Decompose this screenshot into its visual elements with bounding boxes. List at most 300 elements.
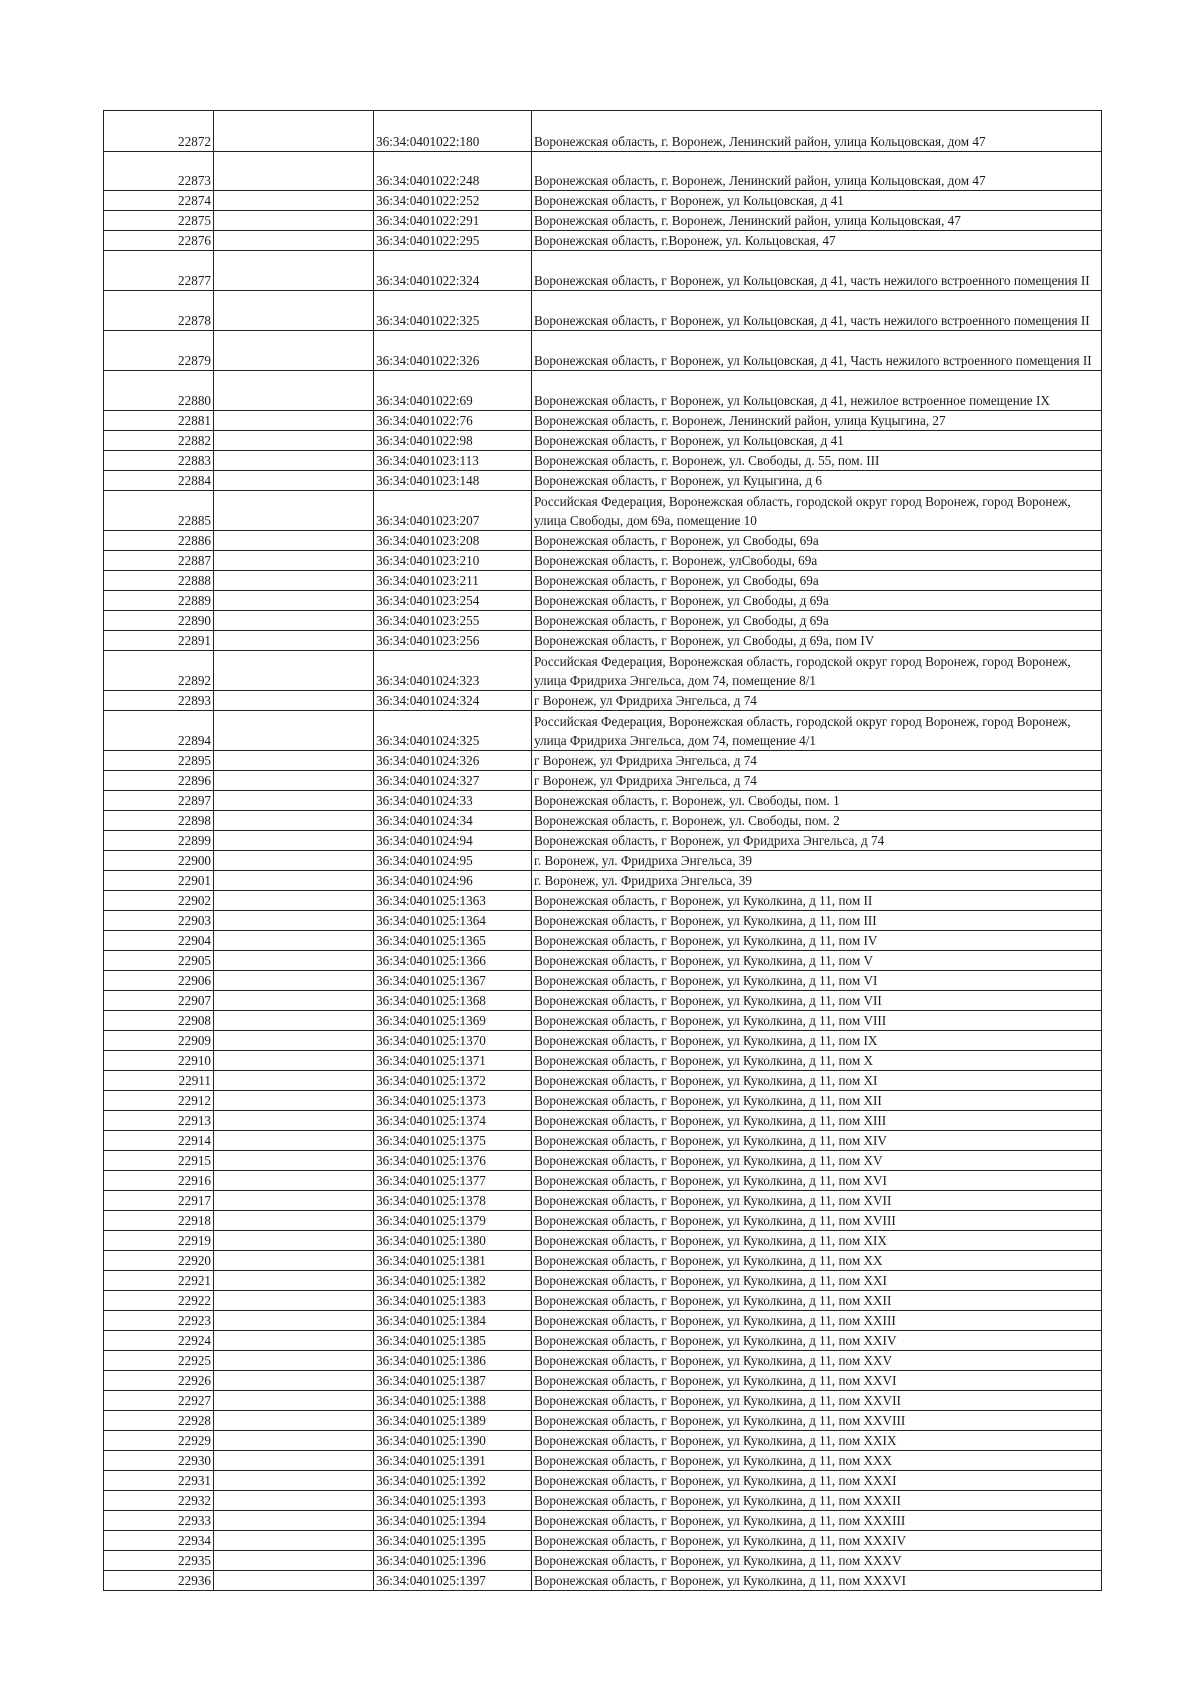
address-cell: Воронежская область, г Воронеж, ул Куколкина, д 11, пом V: [532, 951, 1102, 971]
row-number-cell: 22900: [104, 851, 214, 871]
row-number-cell: 22888: [104, 571, 214, 591]
empty-cell: [214, 1231, 374, 1251]
empty-cell: [214, 631, 374, 651]
empty-cell: [214, 1551, 374, 1571]
table-row: [104, 1191, 1102, 1211]
empty-cell: [214, 211, 374, 231]
row-number-cell: 22925: [104, 1351, 214, 1371]
row-number-cell: 22884: [104, 471, 214, 491]
cadastral-number-cell: 36:34:0401025:1378: [374, 1191, 532, 1211]
cadastral-number-cell: 36:34:0401023:210: [374, 551, 532, 571]
row-number-cell: 22873: [104, 152, 214, 191]
address-cell: Воронежская область, г Воронеж, ул Куколкина, д 11, пом XII: [532, 1091, 1102, 1111]
address-cell: Российская Федерация, Воронежская область, городской округ город Воронеж, город Воронеж, улица Фридриха Энгельса, дом 74, помещение 4/1: [532, 711, 1102, 751]
cadastral-number-cell: 36:34:0401024:96: [374, 871, 532, 891]
cadastral-number-cell: 36:34:0401024:324: [374, 691, 532, 711]
cadastral-number-cell: 36:34:0401025:1390: [374, 1431, 532, 1451]
row-number-cell: 22916: [104, 1171, 214, 1191]
empty-cell: [214, 771, 374, 791]
table-row: [104, 1511, 1102, 1531]
cadastral-number-cell: 36:34:0401025:1368: [374, 991, 532, 1011]
table-row: [104, 1331, 1102, 1351]
table-row: [104, 571, 1102, 591]
address-cell: Воронежская область, г.Воронеж, ул. Кольцовская, 47: [532, 231, 1102, 251]
empty-cell: [214, 791, 374, 811]
cadastral-number-cell: 36:34:0401025:1363: [374, 891, 532, 911]
empty-cell: [214, 1571, 374, 1591]
cadastral-number-cell: 36:34:0401024:94: [374, 831, 532, 851]
row-number-cell: 22875: [104, 211, 214, 231]
address-cell: Воронежская область, г Воронеж, ул Куколкина, д 11, пом XXXIII: [532, 1511, 1102, 1531]
table-row: [104, 1551, 1102, 1571]
cadastral-number-cell: 36:34:0401024:326: [374, 751, 532, 771]
cadastral-number-cell: 36:34:0401022:324: [374, 251, 532, 291]
empty-cell: [214, 191, 374, 211]
row-number-cell: 22894: [104, 711, 214, 751]
address-cell: Воронежская область, г Воронеж, ул Куколкина, д 11, пом VI: [532, 971, 1102, 991]
row-number-cell: 22921: [104, 1271, 214, 1291]
empty-cell: [214, 1051, 374, 1071]
cadastral-number-cell: 36:34:0401025:1393: [374, 1491, 532, 1511]
table-row: [104, 1111, 1102, 1131]
empty-cell: [214, 1271, 374, 1291]
row-number-cell: 22902: [104, 891, 214, 911]
address-cell: Воронежская область, г Воронеж, ул Куколкина, д 11, пом XXIV: [532, 1331, 1102, 1351]
cadastral-number-cell: 36:34:0401025:1370: [374, 1031, 532, 1051]
table-row: [104, 1031, 1102, 1051]
table-row: [104, 1351, 1102, 1371]
table-row: [104, 911, 1102, 931]
row-number-cell: 22879: [104, 331, 214, 371]
address-cell: Воронежская область, г Воронеж, ул Куколкина, д 11, пом XIII: [532, 1111, 1102, 1131]
table-row: [104, 1291, 1102, 1311]
cadastral-number-cell: 36:34:0401022:326: [374, 331, 532, 371]
table-row: [104, 491, 1102, 531]
table-row: [104, 431, 1102, 451]
empty-cell: [214, 871, 374, 891]
row-number-cell: 22886: [104, 531, 214, 551]
row-number-cell: 22899: [104, 831, 214, 851]
table-row: [104, 1431, 1102, 1451]
address-cell: Воронежская область, г Воронеж, ул Куколкина, д 11, пом XI: [532, 1071, 1102, 1091]
empty-cell: [214, 1471, 374, 1491]
address-cell: Воронежская область, г Воронеж, ул Куколкина, д 11, пом III: [532, 911, 1102, 931]
row-number-cell: 22872: [104, 111, 214, 152]
row-number-cell: 22919: [104, 1231, 214, 1251]
cadastral-number-cell: 36:34:0401023:113: [374, 451, 532, 471]
table-row: [104, 1531, 1102, 1551]
row-number-cell: 22932: [104, 1491, 214, 1511]
cadastral-number-cell: 36:34:0401025:1383: [374, 1291, 532, 1311]
row-number-cell: 22898: [104, 811, 214, 831]
empty-cell: [214, 471, 374, 491]
table-row: [104, 971, 1102, 991]
row-number-cell: 22914: [104, 1131, 214, 1151]
cadastral-number-cell: 36:34:0401022:69: [374, 371, 532, 411]
table-row: [104, 551, 1102, 571]
empty-cell: [214, 1431, 374, 1451]
empty-cell: [214, 491, 374, 531]
cadastral-number-cell: 36:34:0401025:1386: [374, 1351, 532, 1371]
address-cell: Воронежская область, г Воронеж, ул Кольцовская, д 41, нежилое встроенное помещение IX: [532, 371, 1102, 411]
table-row: [104, 1011, 1102, 1031]
table-row: [104, 1491, 1102, 1511]
address-cell: Воронежская область, г Воронеж, ул Кольцовская, д 41, часть нежилого встроенного помещения II: [532, 291, 1102, 331]
cadastral-number-cell: 36:34:0401024:33: [374, 791, 532, 811]
empty-cell: [214, 251, 374, 291]
row-number-cell: 22889: [104, 591, 214, 611]
row-number-cell: 22922: [104, 1291, 214, 1311]
address-cell: Воронежская область, г Воронеж, ул Куцыгина, д 6: [532, 471, 1102, 491]
row-number-cell: 22934: [104, 1531, 214, 1551]
empty-cell: [214, 1011, 374, 1031]
empty-cell: [214, 651, 374, 691]
address-cell: Воронежская область, г Воронеж, ул Куколкина, д 11, пом XXXVI: [532, 1571, 1102, 1591]
address-cell: Воронежская область, г Воронеж, ул Свободы, д 69а, пом IV: [532, 631, 1102, 651]
cadastral-number-cell: 36:34:0401022:98: [374, 431, 532, 451]
cadastral-number-cell: 36:34:0401025:1381: [374, 1251, 532, 1271]
address-cell: Воронежская область, г Воронеж, ул Куколкина, д 11, пом IV: [532, 931, 1102, 951]
address-cell: Воронежская область, г. Воронеж, Ленинский район, улица Куцыгина, 27: [532, 411, 1102, 431]
table-row: [104, 1131, 1102, 1151]
empty-cell: [214, 891, 374, 911]
address-cell: Воронежская область, г Воронеж, ул Кольцовская, д 41, часть нежилого встроенного помещения II: [532, 251, 1102, 291]
row-number-cell: 22903: [104, 911, 214, 931]
address-cell: Российская Федерация, Воронежская область, городской округ город Воронеж, город Воронеж, улица Фридриха Энгельса, дом 74, помещение 8/1: [532, 651, 1102, 691]
row-number-cell: 22883: [104, 451, 214, 471]
address-cell: г Воронеж, ул Фридриха Энгельса, д 74: [532, 771, 1102, 791]
empty-cell: [214, 411, 374, 431]
table-row: [104, 751, 1102, 771]
address-cell: Воронежская область, г Воронеж, ул Куколкина, д 11, пом XXXI: [532, 1471, 1102, 1491]
address-cell: Воронежская область, г Воронеж, ул Куколкина, д 11, пом XIX: [532, 1231, 1102, 1251]
address-cell: Воронежская область, г Воронеж, ул Свободы, 69а: [532, 531, 1102, 551]
row-number-cell: 22918: [104, 1211, 214, 1231]
empty-cell: [214, 1091, 374, 1111]
table-row: [104, 1231, 1102, 1251]
address-cell: Воронежская область, г Воронеж, ул Куколкина, д 11, пом XIV: [532, 1131, 1102, 1151]
cadastral-number-cell: 36:34:0401025:1371: [374, 1051, 532, 1071]
table-row: [104, 152, 1102, 191]
cadastral-number-cell: 36:34:0401024:325: [374, 711, 532, 751]
row-number-cell: 22895: [104, 751, 214, 771]
row-number-cell: 22915: [104, 1151, 214, 1171]
cadastral-number-cell: 36:34:0401024:323: [374, 651, 532, 691]
empty-cell: [214, 371, 374, 411]
address-cell: Воронежская область, г. Воронеж, ул. Свободы, пом. 2: [532, 811, 1102, 831]
table-row: [104, 651, 1102, 691]
address-cell: Воронежская область, г Воронеж, ул Куколкина, д 11, пом XXVI: [532, 1371, 1102, 1391]
empty-cell: [214, 1391, 374, 1411]
table-row: [104, 1451, 1102, 1471]
cadastral-number-cell: 36:34:0401025:1367: [374, 971, 532, 991]
address-cell: Воронежская область, г Воронеж, ул Фридриха Энгельса, д 74: [532, 831, 1102, 851]
address-cell: Воронежская область, г Воронеж, ул Куколкина, д 11, пом VIII: [532, 1011, 1102, 1031]
empty-cell: [214, 1191, 374, 1211]
address-cell: Воронежская область, г. Воронеж, Ленинский район, улица Кольцовская, дом 47: [532, 152, 1102, 191]
empty-cell: [214, 971, 374, 991]
cadastral-number-cell: 36:34:0401025:1379: [374, 1211, 532, 1231]
table-row: [104, 851, 1102, 871]
address-cell: Воронежская область, г. Воронеж, Ленинский район, улица Кольцовская, дом 47: [532, 111, 1102, 152]
cadastral-number-cell: 36:34:0401025:1366: [374, 951, 532, 971]
cadastral-number-cell: 36:34:0401023:207: [374, 491, 532, 531]
address-cell: Воронежская область, г Воронеж, ул Свободы, д 69а: [532, 611, 1102, 631]
row-number-cell: 22890: [104, 611, 214, 631]
table-row: [104, 871, 1102, 891]
row-number-cell: 22913: [104, 1111, 214, 1131]
row-number-cell: 22911: [104, 1071, 214, 1091]
cadastral-number-cell: 36:34:0401024:327: [374, 771, 532, 791]
table-row: [104, 991, 1102, 1011]
table-row: [104, 411, 1102, 431]
row-number-cell: 22906: [104, 971, 214, 991]
cadastral-number-cell: 36:34:0401022:76: [374, 411, 532, 431]
row-number-cell: 22877: [104, 251, 214, 291]
row-number-cell: 22887: [104, 551, 214, 571]
cadastral-number-cell: 36:34:0401022:248: [374, 152, 532, 191]
cadastral-number-cell: 36:34:0401024:95: [374, 851, 532, 871]
table-row: [104, 891, 1102, 911]
cadastral-number-cell: 36:34:0401022:325: [374, 291, 532, 331]
address-cell: г. Воронеж, ул. Фридриха Энгельса, 39: [532, 851, 1102, 871]
empty-cell: [214, 111, 374, 152]
empty-cell: [214, 1151, 374, 1171]
row-number-cell: 22920: [104, 1251, 214, 1271]
empty-cell: [214, 1031, 374, 1051]
row-number-cell: 22910: [104, 1051, 214, 1071]
cadastral-number-cell: 36:34:0401023:208: [374, 531, 532, 551]
table-row: [104, 811, 1102, 831]
row-number-cell: 22896: [104, 771, 214, 791]
row-number-cell: 22880: [104, 371, 214, 411]
table-row: [104, 1271, 1102, 1291]
address-cell: Воронежская область, г Воронеж, ул Куколкина, д 11, пом XXXII: [532, 1491, 1102, 1511]
address-cell: Воронежская область, г. Воронеж, Ленинский район, улица Кольцовская, 47: [532, 211, 1102, 231]
address-cell: г. Воронеж, ул. Фридриха Энгельса, 39: [532, 871, 1102, 891]
table-row: [104, 1251, 1102, 1271]
cadastral-number-cell: 36:34:0401025:1369: [374, 1011, 532, 1031]
address-cell: Воронежская область, г Воронеж, ул Куколкина, д 11, пом XVII: [532, 1191, 1102, 1211]
address-cell: Воронежская область, г. Воронеж, ул. Свободы, пом. 1: [532, 791, 1102, 811]
empty-cell: [214, 1111, 374, 1131]
table-row: [104, 1571, 1102, 1591]
cadastral-number-cell: 36:34:0401025:1395: [374, 1531, 532, 1551]
table-row: [104, 191, 1102, 211]
cadastral-number-cell: 36:34:0401023:148: [374, 471, 532, 491]
address-cell: Воронежская область, г. Воронеж, улСвободы, 69а: [532, 551, 1102, 571]
cadastral-number-cell: 36:34:0401025:1376: [374, 1151, 532, 1171]
row-number-cell: 22893: [104, 691, 214, 711]
empty-cell: [214, 431, 374, 451]
row-number-cell: 22933: [104, 1511, 214, 1531]
row-number-cell: 22924: [104, 1331, 214, 1351]
cadastral-number-cell: 36:34:0401025:1389: [374, 1411, 532, 1431]
cadastral-number-cell: 36:34:0401022:252: [374, 191, 532, 211]
table-row: [104, 831, 1102, 851]
table-row: [104, 611, 1102, 631]
cadastral-number-cell: 36:34:0401022:180: [374, 111, 532, 152]
table-row: [104, 1091, 1102, 1111]
row-number-cell: 22901: [104, 871, 214, 891]
empty-cell: [214, 911, 374, 931]
cadastral-number-cell: 36:34:0401022:295: [374, 231, 532, 251]
table-row: [104, 591, 1102, 611]
empty-cell: [214, 1371, 374, 1391]
row-number-cell: 22926: [104, 1371, 214, 1391]
address-cell: Воронежская область, г Воронеж, ул Куколкина, д 11, пом II: [532, 891, 1102, 911]
address-cell: Воронежская область, г Воронеж, ул Куколкина, д 11, пом XX: [532, 1251, 1102, 1271]
empty-cell: [214, 1171, 374, 1191]
address-cell: Воронежская область, г Воронеж, ул Куколкина, д 11, пом XXVIII: [532, 1411, 1102, 1431]
cadastral-number-cell: 36:34:0401025:1374: [374, 1111, 532, 1131]
table-row: [104, 1391, 1102, 1411]
table-row: [104, 1171, 1102, 1191]
address-cell: Воронежская область, г Воронеж, ул Куколкина, д 11, пом XXX: [532, 1451, 1102, 1471]
row-number-cell: 22874: [104, 191, 214, 211]
table-row: [104, 1051, 1102, 1071]
empty-cell: [214, 571, 374, 591]
empty-cell: [214, 1331, 374, 1351]
row-number-cell: 22936: [104, 1571, 214, 1591]
table-row: [104, 251, 1102, 291]
empty-cell: [214, 1291, 374, 1311]
row-number-cell: 22897: [104, 791, 214, 811]
address-cell: Воронежская область, г Воронеж, ул Куколкина, д 11, пом XXIX: [532, 1431, 1102, 1451]
empty-cell: [214, 1451, 374, 1471]
address-cell: Воронежская область, г. Воронеж, ул. Свободы, д. 55, пом. III: [532, 451, 1102, 471]
row-number-cell: 22923: [104, 1311, 214, 1331]
empty-cell: [214, 811, 374, 831]
address-cell: Воронежская область, г Воронеж, ул Куколкина, д 11, пом IX: [532, 1031, 1102, 1051]
cadastral-number-cell: 36:34:0401025:1365: [374, 931, 532, 951]
row-number-cell: 22878: [104, 291, 214, 331]
empty-cell: [214, 152, 374, 191]
document-page: [103, 110, 1101, 1591]
table-row: [104, 1311, 1102, 1331]
row-number-cell: 22908: [104, 1011, 214, 1031]
address-cell: Воронежская область, г Воронеж, ул Куколкина, д 11, пом XXVII: [532, 1391, 1102, 1411]
empty-cell: [214, 1071, 374, 1091]
address-cell: Воронежская область, г Воронеж, ул Куколкина, д 11, пом XVI: [532, 1171, 1102, 1191]
row-number-cell: 22892: [104, 651, 214, 691]
table-row: [104, 1411, 1102, 1431]
row-number-cell: 22912: [104, 1091, 214, 1111]
row-number-cell: 22935: [104, 1551, 214, 1571]
row-number-cell: 22885: [104, 491, 214, 531]
table-row: [104, 791, 1102, 811]
empty-cell: [214, 591, 374, 611]
empty-cell: [214, 611, 374, 631]
address-cell: Воронежская область, г Воронеж, ул Куколкина, д 11, пом XXIII: [532, 1311, 1102, 1331]
address-cell: Воронежская область, г Воронеж, ул Кольцовская, д 41: [532, 191, 1102, 211]
empty-cell: [214, 931, 374, 951]
empty-cell: [214, 1251, 374, 1271]
empty-cell: [214, 1531, 374, 1551]
cadastral-number-cell: 36:34:0401024:34: [374, 811, 532, 831]
cadastral-number-cell: 36:34:0401023:255: [374, 611, 532, 631]
empty-cell: [214, 751, 374, 771]
row-number-cell: 22927: [104, 1391, 214, 1411]
empty-cell: [214, 691, 374, 711]
cadastral-number-cell: 36:34:0401025:1392: [374, 1471, 532, 1491]
table-row: [104, 631, 1102, 651]
address-cell: Воронежская область, г Воронеж, ул Куколкина, д 11, пом XVIII: [532, 1211, 1102, 1231]
cadastral-number-cell: 36:34:0401023:254: [374, 591, 532, 611]
empty-cell: [214, 991, 374, 1011]
empty-cell: [214, 291, 374, 331]
table-row: [104, 771, 1102, 791]
table-row: [104, 1371, 1102, 1391]
table-row: [104, 471, 1102, 491]
cadastral-number-cell: 36:34:0401025:1396: [374, 1551, 532, 1571]
address-cell: Воронежская область, г Воронеж, ул Кольцовская, д 41: [532, 431, 1102, 451]
empty-cell: [214, 1351, 374, 1371]
cadastral-number-cell: 36:34:0401023:211: [374, 571, 532, 591]
row-number-cell: 22905: [104, 951, 214, 971]
row-number-cell: 22929: [104, 1431, 214, 1451]
empty-cell: [214, 1311, 374, 1331]
row-number-cell: 22931: [104, 1471, 214, 1491]
cadastral-number-cell: 36:34:0401025:1391: [374, 1451, 532, 1471]
empty-cell: [214, 1411, 374, 1431]
table-row: [104, 331, 1102, 371]
cadastral-number-cell: 36:34:0401025:1397: [374, 1571, 532, 1591]
row-number-cell: 22891: [104, 631, 214, 651]
address-cell: Воронежская область, г Воронеж, ул Куколкина, д 11, пом XXV: [532, 1351, 1102, 1371]
table-row: [104, 711, 1102, 751]
table-row: [104, 291, 1102, 331]
cadastral-number-cell: 36:34:0401025:1387: [374, 1371, 532, 1391]
empty-cell: [214, 851, 374, 871]
cadastral-number-cell: 36:34:0401025:1377: [374, 1171, 532, 1191]
cadastral-number-cell: 36:34:0401025:1382: [374, 1271, 532, 1291]
address-cell: г Воронеж, ул Фридриха Энгельса, д 74: [532, 751, 1102, 771]
table-row: [104, 931, 1102, 951]
row-number-cell: 22904: [104, 931, 214, 951]
table-row: [104, 451, 1102, 471]
empty-cell: [214, 531, 374, 551]
row-number-cell: 22917: [104, 1191, 214, 1211]
cadastral-number-cell: 36:34:0401025:1372: [374, 1071, 532, 1091]
row-number-cell: 22930: [104, 1451, 214, 1471]
table-row: [104, 691, 1102, 711]
row-number-cell: 22876: [104, 231, 214, 251]
cadastral-number-cell: 36:34:0401025:1380: [374, 1231, 532, 1251]
address-cell: Воронежская область, г Воронеж, ул Свободы, 69а: [532, 571, 1102, 591]
table-row: [104, 1151, 1102, 1171]
address-cell: Российская Федерация, Воронежская область, городской округ город Воронеж, город Воронеж, улица Свободы, дом 69а, помещение 10: [532, 491, 1102, 531]
empty-cell: [214, 331, 374, 371]
registry-table-body: [104, 111, 1102, 1591]
address-cell: Воронежская область, г Воронеж, ул Куколкина, д 11, пом XXXV: [532, 1551, 1102, 1571]
table-row: [104, 531, 1102, 551]
empty-cell: [214, 551, 374, 571]
address-cell: Воронежская область, г Воронеж, ул Свободы, д 69а: [532, 591, 1102, 611]
address-cell: Воронежская область, г Воронеж, ул Куколкина, д 11, пом X: [532, 1051, 1102, 1071]
address-cell: Воронежская область, г Воронеж, ул Куколкина, д 11, пом XXII: [532, 1291, 1102, 1311]
row-number-cell: 22882: [104, 431, 214, 451]
empty-cell: [214, 951, 374, 971]
property-registry-table: [103, 110, 1102, 1591]
cadastral-number-cell: 36:34:0401025:1373: [374, 1091, 532, 1111]
table-row: [104, 371, 1102, 411]
cadastral-number-cell: 36:34:0401025:1394: [374, 1511, 532, 1531]
empty-cell: [214, 831, 374, 851]
cadastral-number-cell: 36:34:0401025:1375: [374, 1131, 532, 1151]
empty-cell: [214, 1511, 374, 1531]
row-number-cell: 22881: [104, 411, 214, 431]
